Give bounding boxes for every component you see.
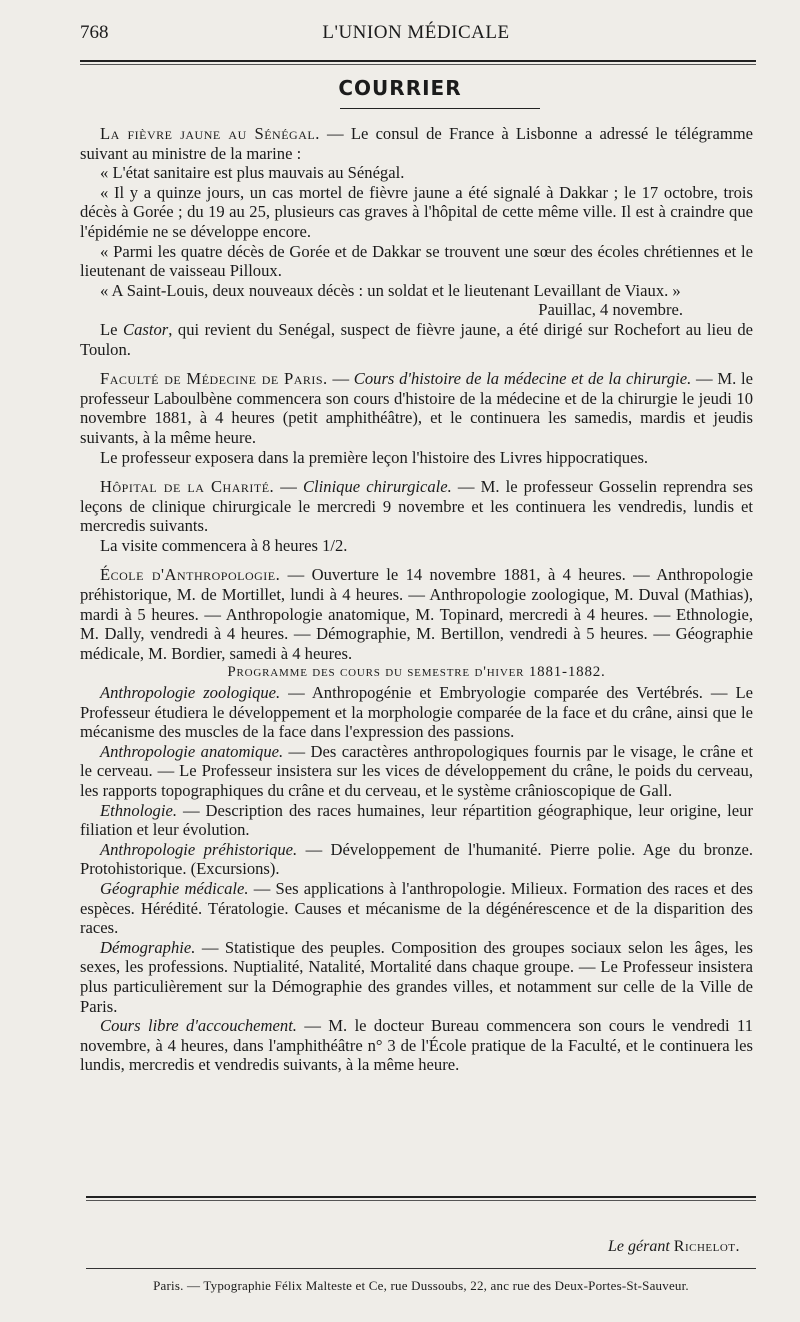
paragraph-text: , qui revient du Senégal, suspect de fièvre jaune, a été dirigé sur Rochefort au lieu de Toulon. — [80, 319, 753, 359]
program-item — [80, 840, 753, 879]
paragraph-text: — M. le professeur Gosselin reprendra ses leçons de clinique chirurgicale le mercredi 9 novembre et les continuera les vendredis, lundis et mercredis suivants. — [80, 477, 754, 536]
quote-line: « A Saint-Louis, deux nouveaux décès : un soldat et le lieutenant Levaillant de Viaux. » — [100, 280, 681, 300]
quote-line: « L'état sanitaire est plus mauvais au Sénégal. — [100, 163, 405, 183]
gerant-label: Le gérant — [608, 1238, 670, 1255]
paragraph-faculte — [80, 369, 753, 447]
dateline: Pauillac, 4 novembre. — [538, 300, 683, 320]
paragraph-lead: École d'Anthropologie. — [100, 565, 281, 585]
program-item — [80, 742, 753, 801]
program-subject: Anthropologie anatomique. — [100, 741, 284, 761]
program-text: — Ses applications à l'anthropologie. Milieux. Formation des races et des espèces. Hérédité. Tératologie. Causes et mécanisme de la dégénérescence et de la disparition des races. — [80, 878, 753, 938]
paragraph-text: La visite commencera à 8 heures 1/2. — [100, 535, 348, 555]
section-title: COURRIER — [338, 76, 462, 100]
gerant-name: Richelot. — [673, 1238, 740, 1255]
paragraph-lead: La fièvre jaune au Sénégal. — [100, 124, 320, 143]
article-body — [80, 124, 753, 1075]
program-item — [80, 801, 753, 840]
program-text: — Des caractères anthropologiques fournis par le visage, le crâne et le cerveau. — Le Professeur insistera sur les vices de développement du crâne, le poids du cerveau, les rapports topographiques du crâne et du cerveau, et le système crânioscopique de Gall. — [80, 741, 753, 800]
program-text: — Statistique des peuples. Composition des groupes sociaux selon les âges, les sexes, les professions. Nuptialité, Natalité, Mortalité dans chaque groupe. — Le Professeur insistera plus particulièrement sur la Démographie des grandes villes, et notamment sur celle de la Ville de Paris. — [80, 937, 753, 1016]
dash: — — [274, 477, 303, 497]
quote-line: « Parmi les quatre décès de Gorée et de Dakkar se trouvent une sœur des écoles chrétiennes et le lieutenant de vaisseau Pilloux. — [80, 241, 753, 281]
paragraph-lead: Faculté de Médecine de Paris. — [100, 369, 328, 389]
paragraph-charite — [80, 477, 753, 536]
running-title: L'UNION MÉDICALE — [322, 22, 510, 43]
imprint-rule — [86, 1268, 756, 1269]
paragraph-lead: Hôpital de la Charité. — [100, 477, 275, 497]
footer-rule — [86, 1196, 756, 1198]
course-title: Clinique chirurgicale. — [302, 477, 452, 497]
program-text: — M. le docteur Bureau commencera son cours le vendredi 11 novembre, à 4 heures, dans l'amphithéâtre n° 3 de l'École pratique de la Faculté, et le continuera les lundis, mercredis et vendredis suivants, à la même heure. — [80, 1016, 753, 1075]
program-subject: Anthropologie préhistorique. — [100, 839, 298, 859]
program-text: — Développement de l'humanité. Pierre polie. Age du bronze. Protohistorique. (Excursions). — [80, 839, 753, 879]
header-rule — [80, 60, 756, 62]
paragraph-anthropologie — [80, 565, 753, 663]
section-title-rule — [340, 108, 540, 109]
program-item — [80, 938, 753, 1016]
header-rule-thin — [80, 64, 756, 65]
printer-imprint: Paris. — Typographie Félix Malteste et Ce, rue Dussoubs, 22, anc rue des Deux-Portes-St-Sauveur. — [153, 1278, 689, 1293]
paragraph-text: — Ouverture le 14 novembre 1881, à 4 heures. — Anthropologie préhistorique, M. de Mortillet, lundi à 4 heures. — Anthropologie zoologique, M. Duval (Mathias), mardi à 5 heures. — Anthropologie anatomique, M. Topinard, mercredi à 4 heures. — Ethnologie, M. Dally, vendredi à 4 heures. — Démographie, M. Bertillon, vendredi à 5 heures. — Géographie médicale, M. Bordier, samedi à 4 heures. — [80, 565, 753, 663]
program-item — [80, 683, 753, 742]
course-title: Cours d'histoire de la médecine et de la chirurgie. — [353, 369, 692, 389]
program-subject: Anthropologie zoologique. — [100, 683, 281, 703]
program-text: — Anthropogénie et Embryologie comparée des Vertébrés. — Le Professeur étudiera le développement et la morphologie comparée de la face et du crâne, ainsi que le mécanisme des muscles de la face dans l'expression des passions. — [80, 683, 754, 742]
gerant-signature — [608, 1238, 740, 1256]
paragraph-text: — M. le professeur Laboulbène commencera son cours d'histoire de la médecine et de la chirurgie le jeudi 10 novembre 1881, à 4 heures (petit amphithéâtre), et le continuera les samedis, mardis et jeudis suivants, à la même heure. — [80, 369, 753, 447]
paragraph-fievre-jaune — [80, 124, 753, 163]
paragraph-text: — Le consul de France à Lisbonne a adressé le télégramme suivant au ministre de la marine : — [80, 124, 753, 163]
program-subject: Cours libre d'accouchement. — [100, 1016, 297, 1036]
dash: — — [327, 369, 354, 389]
quote-line: « Il y a quinze jours, un cas mortel de fièvre jaune a été signalé à Dakkar ; le 17 octobre, trois décès à Gorée ; du 19 au 25, plusieurs cas graves à l'hôpital de cette même ville. Il est à craindre que l'épidémie ne se développe encore. — [80, 182, 753, 241]
paragraph-castor — [80, 320, 753, 359]
ship-name: Castor — [123, 319, 169, 339]
paragraph-text: Le — [100, 319, 124, 339]
footer-rule-thin — [86, 1200, 756, 1201]
program-subject: Géographie médicale. — [100, 878, 249, 898]
program-text: — Description des races humaines, leur répartition géographique, leur origine, leur filiation et leur évolution. — [80, 800, 753, 840]
page-header — [80, 18, 752, 58]
paragraph-text: Le professeur exposera dans la première leçon l'histoire des Livres hippocratiques. — [100, 447, 649, 467]
program-subject: Ethnologie. — [100, 800, 177, 820]
program-item — [80, 1016, 753, 1075]
program-subject: Démographie. — [100, 937, 196, 957]
program-heading: Programme des cours du semestre d'hiver 1881-1882. — [227, 664, 606, 681]
page-number: 768 — [80, 22, 109, 43]
program-item — [80, 879, 753, 938]
